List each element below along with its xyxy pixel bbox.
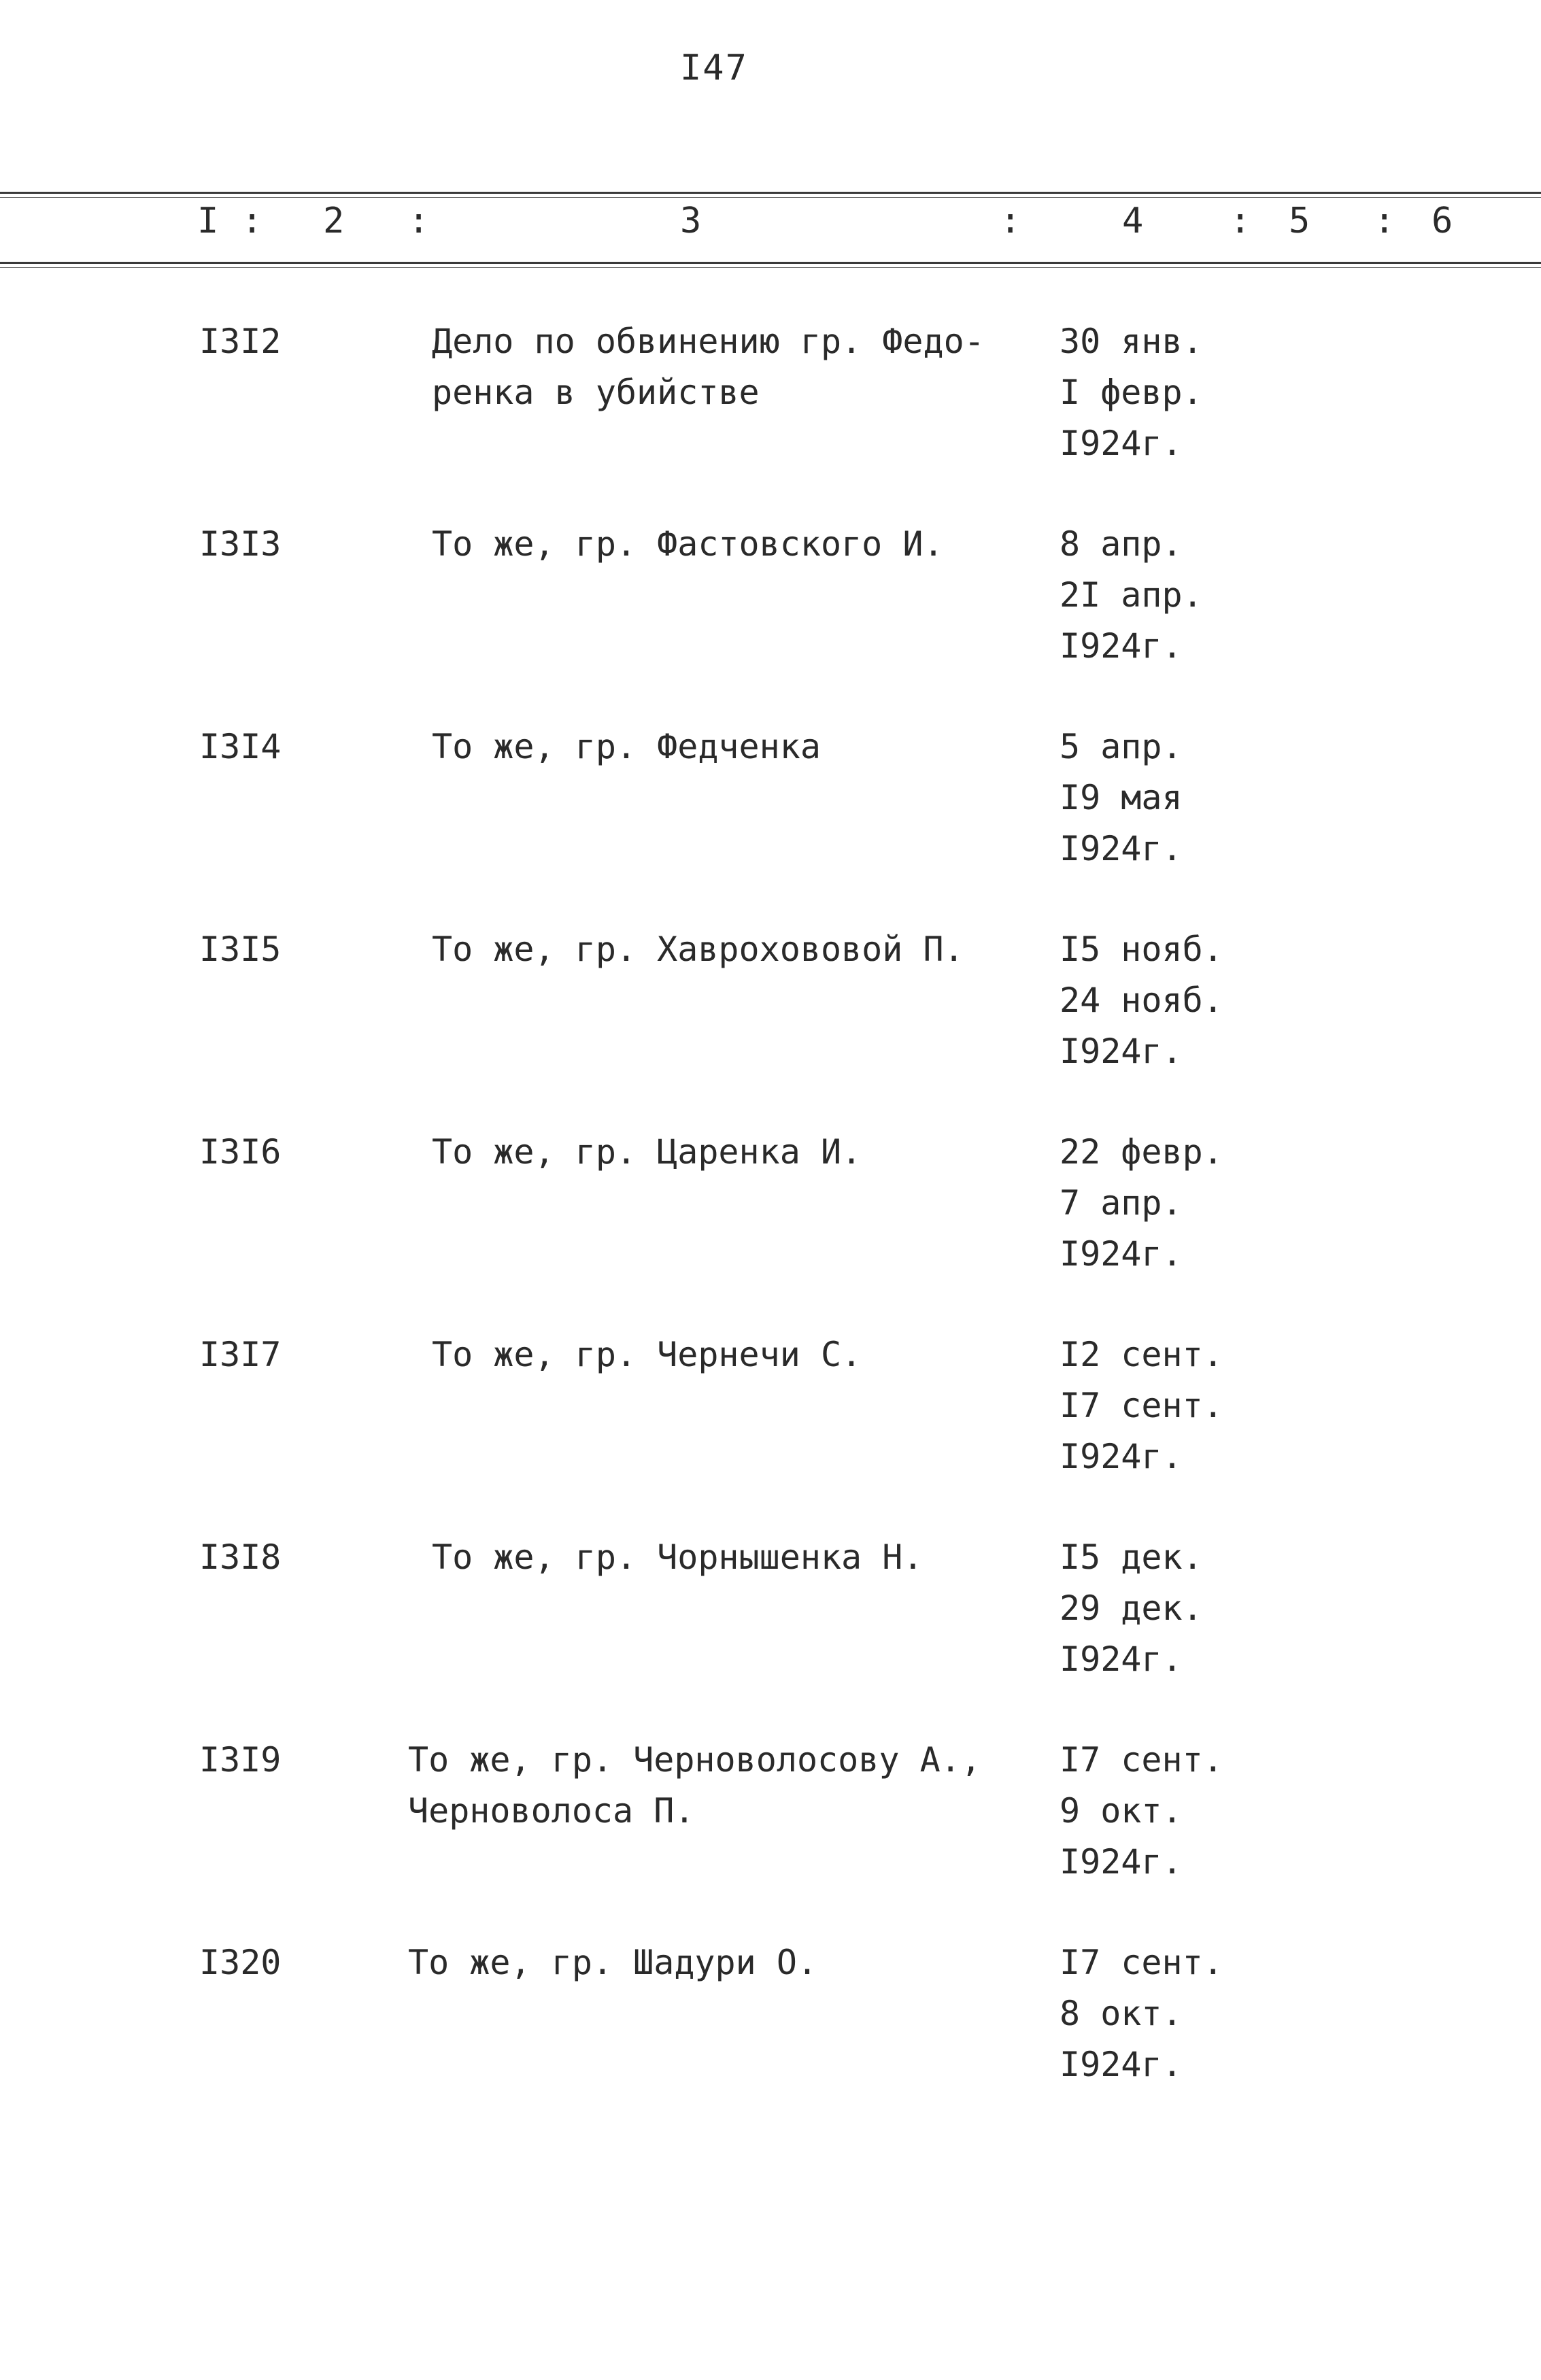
case-number: I3I3 (199, 524, 282, 564)
column-separator: : (241, 201, 263, 241)
column-separator: : (1230, 201, 1251, 241)
case-dates: 5 апр. I9 мая I924г. (1060, 727, 1183, 868)
table-row (0, 1329, 1541, 1532)
column-header-1: I (197, 201, 219, 241)
case-title: То же, гр. Царенка И. (432, 1132, 862, 1172)
table-row (0, 1127, 1541, 1329)
header-top-rule-thin (0, 197, 1541, 198)
case-dates: I7 сент. 9 окт. I924г. (1060, 1740, 1223, 1882)
case-number: I3I2 (199, 322, 282, 361)
case-number: I3I4 (199, 727, 282, 766)
page-number: I47 (680, 48, 748, 88)
inventory-table (0, 316, 1541, 2140)
case-dates: I5 нояб. 24 нояб. I924г. (1060, 930, 1223, 1071)
column-separator: : (1374, 201, 1395, 241)
case-number: I3I5 (199, 930, 282, 969)
column-header-3: 3 (680, 201, 702, 241)
case-number: I3I8 (199, 1537, 282, 1577)
case-title: То же, гр. Черноволосову А., Черноволоса П. (408, 1740, 981, 1831)
case-title: То же, гр. Шадури О. (408, 1943, 818, 1982)
case-dates: I7 сент. 8 окт. I924г. (1060, 1943, 1223, 2084)
case-number: I3I6 (199, 1132, 282, 1172)
table-row (0, 519, 1541, 721)
case-dates: I2 сент. I7 сент. I924г. (1060, 1335, 1223, 1476)
table-row (0, 1937, 1541, 2140)
table-row (0, 316, 1541, 519)
case-dates: I5 дек. 29 дек. I924г. (1060, 1537, 1203, 1679)
table-row (0, 1735, 1541, 1937)
case-title: То же, гр. Чорнышенка Н. (432, 1537, 924, 1577)
column-header-2: 2 (323, 201, 345, 241)
table-row (0, 924, 1541, 1127)
table-row (0, 1532, 1541, 1735)
header-top-rule (0, 192, 1541, 194)
case-title: То же, гр. Федченка (432, 727, 821, 766)
case-number: I320 (199, 1943, 282, 1982)
case-title: То же, гр. Фастовского И. (432, 524, 944, 564)
case-dates: 8 апр. 2I апр. I924г. (1060, 524, 1203, 666)
header-bottom-rule (0, 262, 1541, 264)
column-header-4: 4 (1122, 201, 1144, 241)
case-dates: 22 февр. 7 апр. I924г. (1060, 1132, 1223, 1274)
case-title: То же, гр. Хаврохововой П. (432, 930, 964, 969)
case-dates: 30 янв. I февр. I924г. (1060, 322, 1203, 463)
case-title: Дело по обвинению гр. Федо- ренка в убийстве (432, 322, 985, 412)
column-header-5: 5 (1289, 201, 1310, 241)
case-title: То же, гр. Чернечи С. (432, 1335, 862, 1374)
header-bottom-rule-thin (0, 267, 1541, 268)
column-separator: : (1000, 201, 1021, 241)
column-header-6: 6 (1432, 201, 1453, 241)
case-number: I3I9 (199, 1740, 282, 1780)
table-row (0, 721, 1541, 924)
case-number: I3I7 (199, 1335, 282, 1374)
column-separator: : (408, 201, 430, 241)
